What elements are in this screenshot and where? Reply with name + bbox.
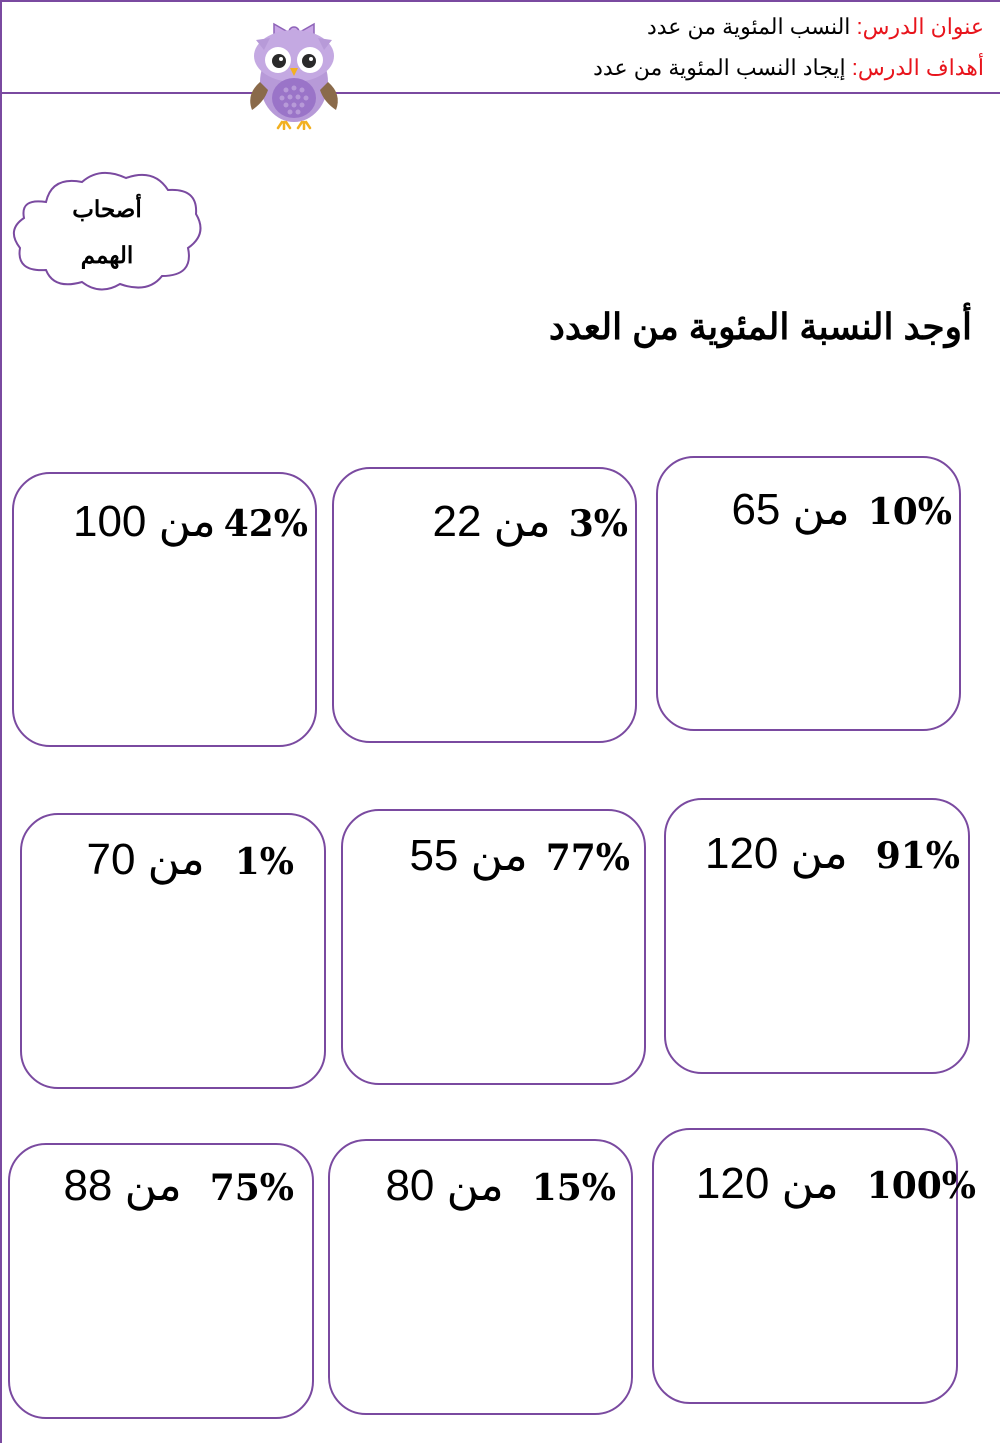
problem-2	[432, 497, 628, 546]
lesson-title-row	[647, 14, 984, 40]
page-frame-top	[0, 0, 1000, 2]
cloud-badge-text	[8, 186, 206, 278]
number-value: 120	[695, 1159, 770, 1208]
percent-value: 91%	[875, 835, 960, 877]
problem-9	[63, 1161, 294, 1210]
percent-value: 75%	[209, 1167, 294, 1209]
number-value: 80	[385, 1161, 435, 1210]
percent-value: 42%	[223, 503, 308, 545]
problem-1	[731, 485, 952, 534]
number-value: 22	[432, 497, 482, 546]
lesson-goals-label: أهداف الدرس:	[851, 55, 984, 80]
problem-7	[695, 1159, 976, 1208]
percent-value: 15%	[531, 1167, 616, 1209]
of-word: من	[147, 835, 205, 884]
problem-6	[86, 835, 294, 884]
problem-4	[704, 829, 960, 878]
problem-8	[385, 1161, 616, 1210]
number-value: 120	[704, 829, 779, 878]
problem-5	[409, 831, 630, 880]
percent-value: 77%	[545, 837, 630, 879]
badge-line-1: أصحاب	[72, 196, 142, 222]
number-value: 88	[63, 1161, 113, 1210]
of-word: من	[493, 497, 551, 546]
percent-value: 3%	[568, 503, 628, 545]
of-word: من	[158, 497, 216, 546]
badge-line-2: الهمم	[80, 242, 134, 268]
of-word: من	[790, 829, 848, 878]
lesson-goals-row	[593, 55, 984, 81]
lesson-goals-value: إيجاد النسب المئوية من عدد	[593, 55, 852, 80]
of-word: من	[470, 831, 528, 880]
of-word: من	[446, 1161, 504, 1210]
page-frame-left	[0, 0, 2, 1443]
percent-value: 100%	[866, 1165, 976, 1207]
header-divider	[0, 92, 1000, 94]
percent-value: 1%	[234, 841, 294, 883]
owl-mascot-icon	[244, 10, 344, 130]
instruction-heading: أوجد النسبة المئوية من العدد	[548, 306, 972, 347]
number-value: 70	[86, 835, 136, 884]
number-value: 100	[72, 497, 147, 546]
number-value: 55	[409, 831, 459, 880]
lesson-title-value: النسب المئوية من عدد	[646, 14, 857, 39]
number-value: 65	[731, 485, 781, 534]
lesson-title-label: عنوان الدرس:	[856, 14, 984, 39]
percent-value: 10%	[867, 491, 952, 533]
problem-3	[72, 497, 308, 546]
of-word: من	[792, 485, 850, 534]
of-word: من	[781, 1159, 839, 1208]
of-word: من	[124, 1161, 182, 1210]
